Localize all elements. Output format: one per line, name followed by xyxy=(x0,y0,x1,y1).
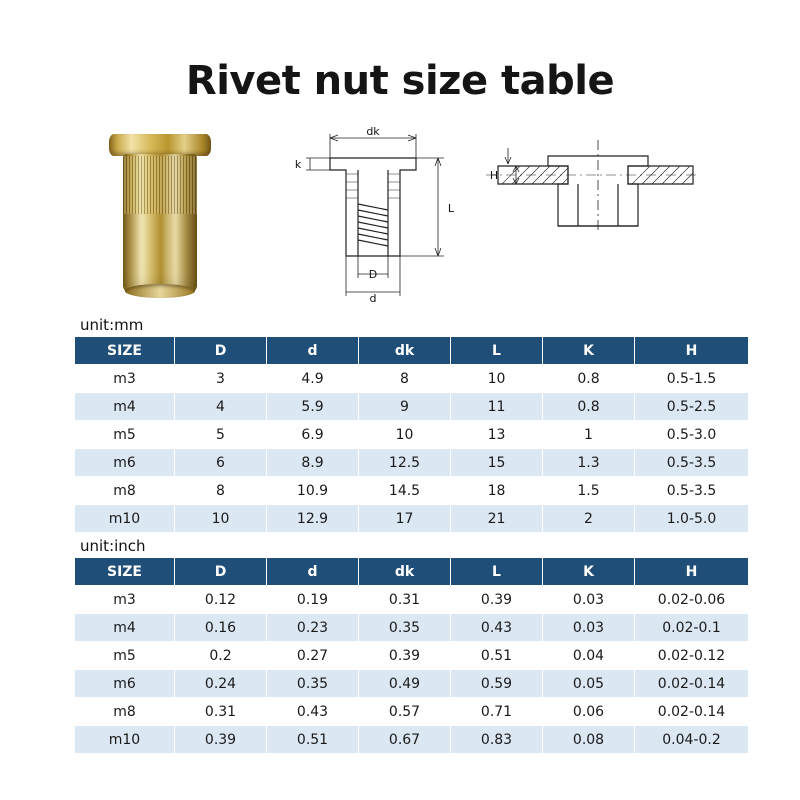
cell-K: 1.5 xyxy=(543,477,635,505)
cell-K: 2 xyxy=(543,505,635,533)
table-row xyxy=(75,670,749,698)
rivet-nut-flange xyxy=(109,134,211,156)
cell-K: 0.08 xyxy=(543,726,635,754)
cell-H: 0.5-2.5 xyxy=(635,393,749,421)
rivet-nut-installed-diagram xyxy=(478,126,708,311)
cell-d: 0.51 xyxy=(267,726,359,754)
cell-H: 0.02-0.12 xyxy=(635,642,749,670)
cell-K: 0.03 xyxy=(543,614,635,642)
cell-d: 0.19 xyxy=(267,586,359,614)
cell-H: 0.5-3.5 xyxy=(635,449,749,477)
cell-dk: 0.49 xyxy=(359,670,451,698)
cell-D: 3 xyxy=(175,365,267,393)
label-k: k xyxy=(294,158,302,171)
header-d: d xyxy=(267,337,359,365)
cell-H: 1.0-5.0 xyxy=(635,505,749,533)
cell-dk: 0.67 xyxy=(359,726,451,754)
cell-L: 0.51 xyxy=(451,642,543,670)
label-H: H xyxy=(489,169,499,182)
cell-d: 0.43 xyxy=(267,698,359,726)
cell-size: m10 xyxy=(75,505,175,533)
cell-dk: 0.31 xyxy=(359,586,451,614)
cell-H: 0.5-1.5 xyxy=(635,365,749,393)
cell-D: 0.39 xyxy=(175,726,267,754)
header-L: L xyxy=(451,337,543,365)
cell-H: 0.04-0.2 xyxy=(635,726,749,754)
header-dk: dk xyxy=(359,337,451,365)
cell-d: 8.9 xyxy=(267,449,359,477)
figures-row xyxy=(0,126,800,316)
table-row xyxy=(75,614,749,642)
cell-L: 10 xyxy=(451,365,543,393)
cell-size: m3 xyxy=(75,586,175,614)
cell-D: 0.12 xyxy=(175,586,267,614)
cell-size: m3 xyxy=(75,365,175,393)
cell-d: 0.27 xyxy=(267,642,359,670)
cell-dk: 0.57 xyxy=(359,698,451,726)
cell-size: m6 xyxy=(75,670,175,698)
cell-H: 0.5-3.0 xyxy=(635,421,749,449)
cell-dk: 17 xyxy=(359,505,451,533)
table-row xyxy=(75,505,749,533)
cell-L: 15 xyxy=(451,449,543,477)
table-row xyxy=(75,477,749,505)
cell-size: m10 xyxy=(75,726,175,754)
table-header-row xyxy=(75,558,749,586)
cell-D: 10 xyxy=(175,505,267,533)
table-row xyxy=(75,421,749,449)
size-table-inch xyxy=(74,557,749,754)
cell-dk: 14.5 xyxy=(359,477,451,505)
label-d: d xyxy=(369,292,377,305)
cell-size: m4 xyxy=(75,393,175,421)
cell-d: 6.9 xyxy=(267,421,359,449)
cell-dk: 0.35 xyxy=(359,614,451,642)
cell-L: 11 xyxy=(451,393,543,421)
cell-D: 8 xyxy=(175,477,267,505)
cell-dk: 8 xyxy=(359,365,451,393)
cell-d: 4.9 xyxy=(267,365,359,393)
table-row xyxy=(75,726,749,754)
cell-H: 0.5-3.5 xyxy=(635,477,749,505)
cell-L: 0.39 xyxy=(451,586,543,614)
cell-K: 0.06 xyxy=(543,698,635,726)
unit-label-inch: unit:inch xyxy=(80,537,146,555)
header-D: D xyxy=(175,558,267,586)
cell-D: 6 xyxy=(175,449,267,477)
header-L: L xyxy=(451,558,543,586)
header-size: SIZE xyxy=(75,337,175,365)
cell-size: m8 xyxy=(75,477,175,505)
header-dk: dk xyxy=(359,558,451,586)
cell-size: m8 xyxy=(75,698,175,726)
table-row xyxy=(75,642,749,670)
header-K: K xyxy=(543,337,635,365)
cell-K: 0.8 xyxy=(543,365,635,393)
cell-size: m6 xyxy=(75,449,175,477)
dimension-diagram-svg xyxy=(288,126,458,306)
cell-H: 0.02-0.1 xyxy=(635,614,749,642)
header-H: H xyxy=(635,337,749,365)
header-size: SIZE xyxy=(75,558,175,586)
table-row xyxy=(75,586,749,614)
header-D: D xyxy=(175,337,267,365)
cell-dk: 0.39 xyxy=(359,642,451,670)
cell-K: 1.3 xyxy=(543,449,635,477)
cell-D: 0.24 xyxy=(175,670,267,698)
cell-L: 0.71 xyxy=(451,698,543,726)
cell-L: 0.83 xyxy=(451,726,543,754)
cell-H: 0.02-0.14 xyxy=(635,698,749,726)
rivet-nut-lower-highlight xyxy=(123,214,197,294)
header-d: d xyxy=(267,558,359,586)
cell-d: 10.9 xyxy=(267,477,359,505)
size-table-mm xyxy=(74,336,749,533)
rivet-nut-knurl-texture xyxy=(123,156,197,214)
label-D: D xyxy=(368,268,378,281)
installed-diagram-svg xyxy=(478,126,708,306)
rivet-nut-bottom-ring xyxy=(125,284,195,298)
cell-K: 1 xyxy=(543,421,635,449)
cell-size: m5 xyxy=(75,642,175,670)
table-row xyxy=(75,449,749,477)
cell-D: 0.2 xyxy=(175,642,267,670)
cell-D: 0.16 xyxy=(175,614,267,642)
page-title: Rivet nut size table xyxy=(185,58,615,104)
cell-K: 0.8 xyxy=(543,393,635,421)
cell-L: 0.59 xyxy=(451,670,543,698)
header-H: H xyxy=(635,558,749,586)
cell-D: 4 xyxy=(175,393,267,421)
cell-K: 0.04 xyxy=(543,642,635,670)
table-row xyxy=(75,365,749,393)
cell-size: m5 xyxy=(75,421,175,449)
cell-d: 0.35 xyxy=(267,670,359,698)
label-dk: dk xyxy=(366,126,380,138)
cell-d: 5.9 xyxy=(267,393,359,421)
cell-L: 13 xyxy=(451,421,543,449)
cell-d: 12.9 xyxy=(267,505,359,533)
unit-label-mm: unit:mm xyxy=(80,316,144,334)
cell-dk: 10 xyxy=(359,421,451,449)
rivet-nut-photo xyxy=(104,134,224,309)
cell-dk: 9 xyxy=(359,393,451,421)
cell-d: 0.23 xyxy=(267,614,359,642)
cell-L: 0.43 xyxy=(451,614,543,642)
rivet-nut-dimension-diagram xyxy=(288,126,458,311)
cell-L: 21 xyxy=(451,505,543,533)
table-row xyxy=(75,393,749,421)
cell-L: 18 xyxy=(451,477,543,505)
table-row xyxy=(75,698,749,726)
label-L: L xyxy=(447,202,455,215)
cell-size: m4 xyxy=(75,614,175,642)
cell-dk: 12.5 xyxy=(359,449,451,477)
cell-D: 0.31 xyxy=(175,698,267,726)
cell-H: 0.02-0.06 xyxy=(635,586,749,614)
cell-D: 5 xyxy=(175,421,267,449)
table-header-row xyxy=(75,337,749,365)
cell-K: 0.05 xyxy=(543,670,635,698)
cell-K: 0.03 xyxy=(543,586,635,614)
header-K: K xyxy=(543,558,635,586)
cell-H: 0.02-0.14 xyxy=(635,670,749,698)
